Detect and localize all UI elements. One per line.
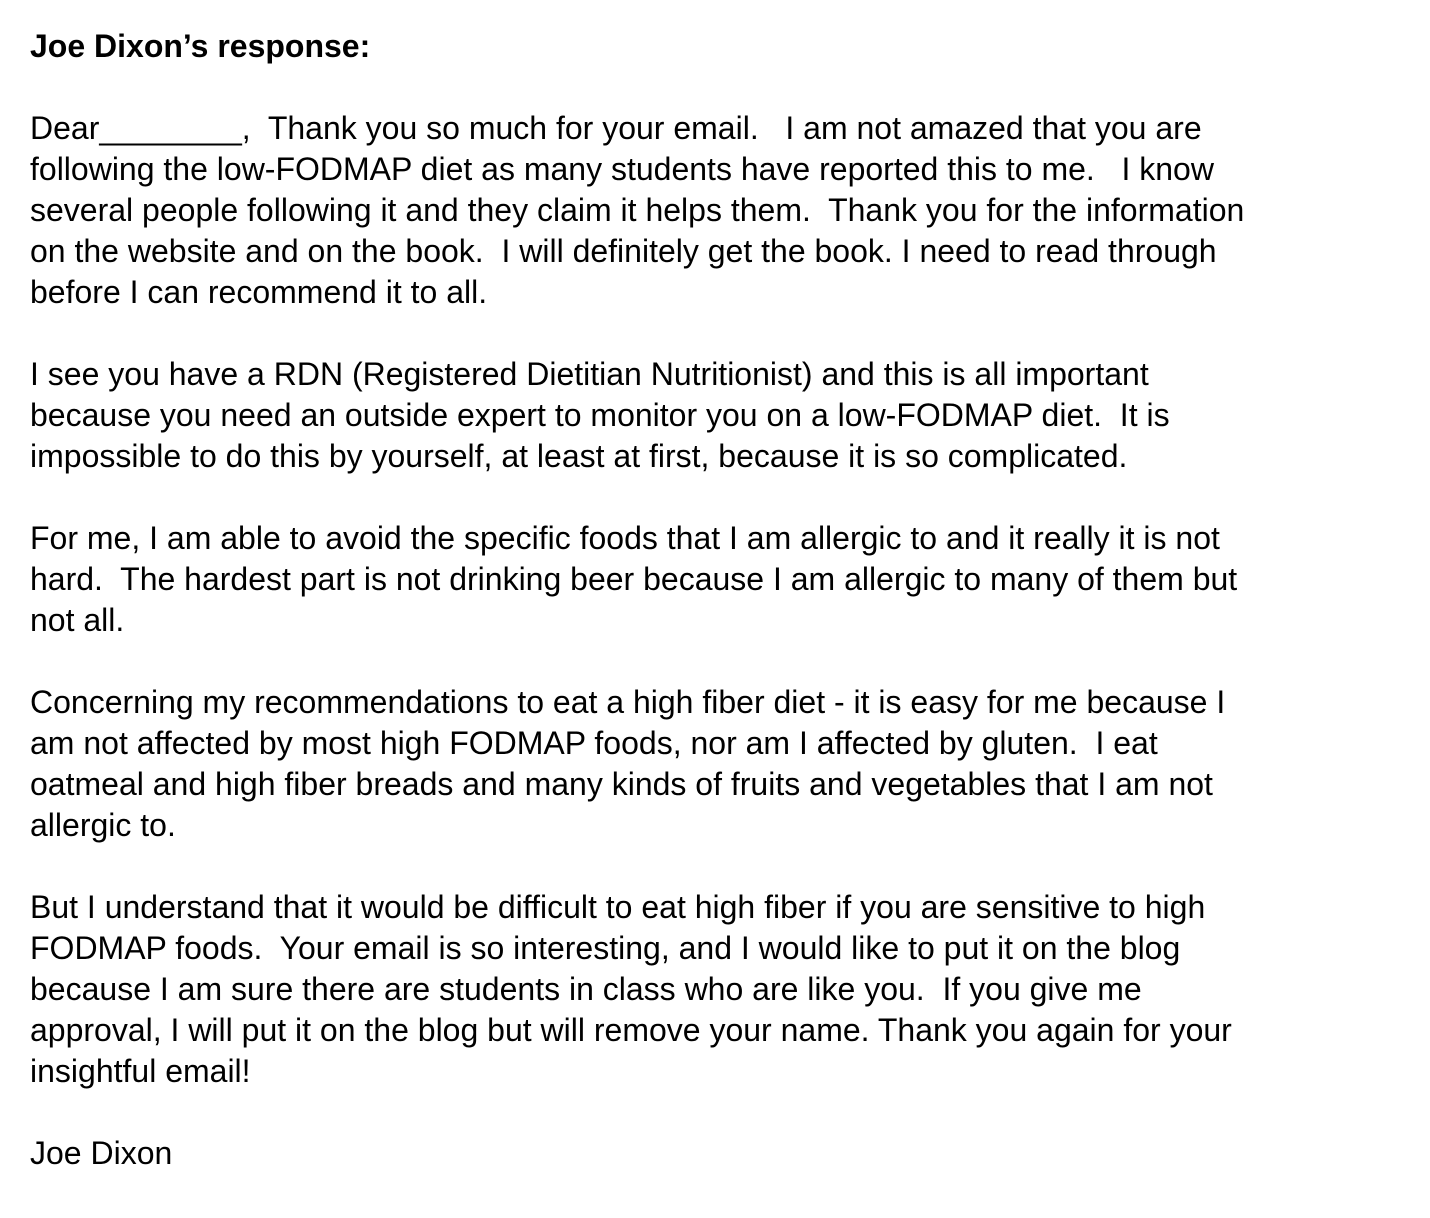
paragraph-line: insightful email! bbox=[30, 1053, 251, 1089]
signature: Joe Dixon bbox=[30, 1135, 173, 1171]
paragraph-line: am not affected by most high FODMAP foods, nor am I affected by gluten. I eat bbox=[30, 725, 1158, 761]
paragraph-blog-request bbox=[30, 887, 1415, 1092]
paragraph-line: FODMAP foods. Your email is so interesting, and I would like to put it on the blog bbox=[30, 930, 1181, 966]
document-page bbox=[30, 26, 1415, 1174]
paragraph-line: not all. bbox=[30, 602, 125, 638]
paragraph-greeting bbox=[30, 108, 1415, 313]
paragraph-rdn bbox=[30, 354, 1415, 477]
paragraph-line: on the website and on the book. I will definitely get the book. I need to read through bbox=[30, 233, 1217, 269]
paragraph-line: allergic to. bbox=[30, 807, 176, 843]
paragraph-line: hard. The hardest part is not drinking beer because I am allergic to many of them but bbox=[30, 561, 1238, 597]
paragraph-allergies bbox=[30, 518, 1415, 641]
paragraph-line: Concerning my recommendations to eat a high fiber diet - it is easy for me because I bbox=[30, 684, 1226, 720]
paragraph-fiber-diet bbox=[30, 682, 1415, 846]
paragraph-line: several people following it and they claim it helps them. Thank you for the information bbox=[30, 192, 1245, 228]
paragraph-line: following the low-FODMAP diet as many students have reported this to me. I know bbox=[30, 151, 1214, 187]
paragraph-line: approval, I will put it on the blog but will remove your name. Thank you again for your bbox=[30, 1012, 1232, 1048]
paragraph-line: Dear________, Thank you so much for your email. I am not amazed that you are bbox=[30, 110, 1202, 146]
paragraph-line: But I understand that it would be difficult to eat high fiber if you are sensitive to high bbox=[30, 889, 1206, 925]
paragraph-line: oatmeal and high fiber breads and many kinds of fruits and vegetables that I am not bbox=[30, 766, 1213, 802]
paragraph-line: For me, I am able to avoid the specific foods that I am allergic to and it really it is not bbox=[30, 520, 1220, 556]
response-heading: Joe Dixon’s response: bbox=[30, 28, 371, 64]
paragraph-line: because you need an outside expert to monitor you on a low-FODMAP diet. It is bbox=[30, 397, 1170, 433]
paragraph-line: I see you have a RDN (Registered Dietitian Nutritionist) and this is all important bbox=[30, 356, 1149, 392]
paragraph-line: before I can recommend it to all. bbox=[30, 274, 488, 310]
paragraph-line: impossible to do this by yourself, at least at first, because it is so complicated. bbox=[30, 438, 1128, 474]
paragraph-line: because I am sure there are students in class who are like you. If you give me bbox=[30, 971, 1142, 1007]
